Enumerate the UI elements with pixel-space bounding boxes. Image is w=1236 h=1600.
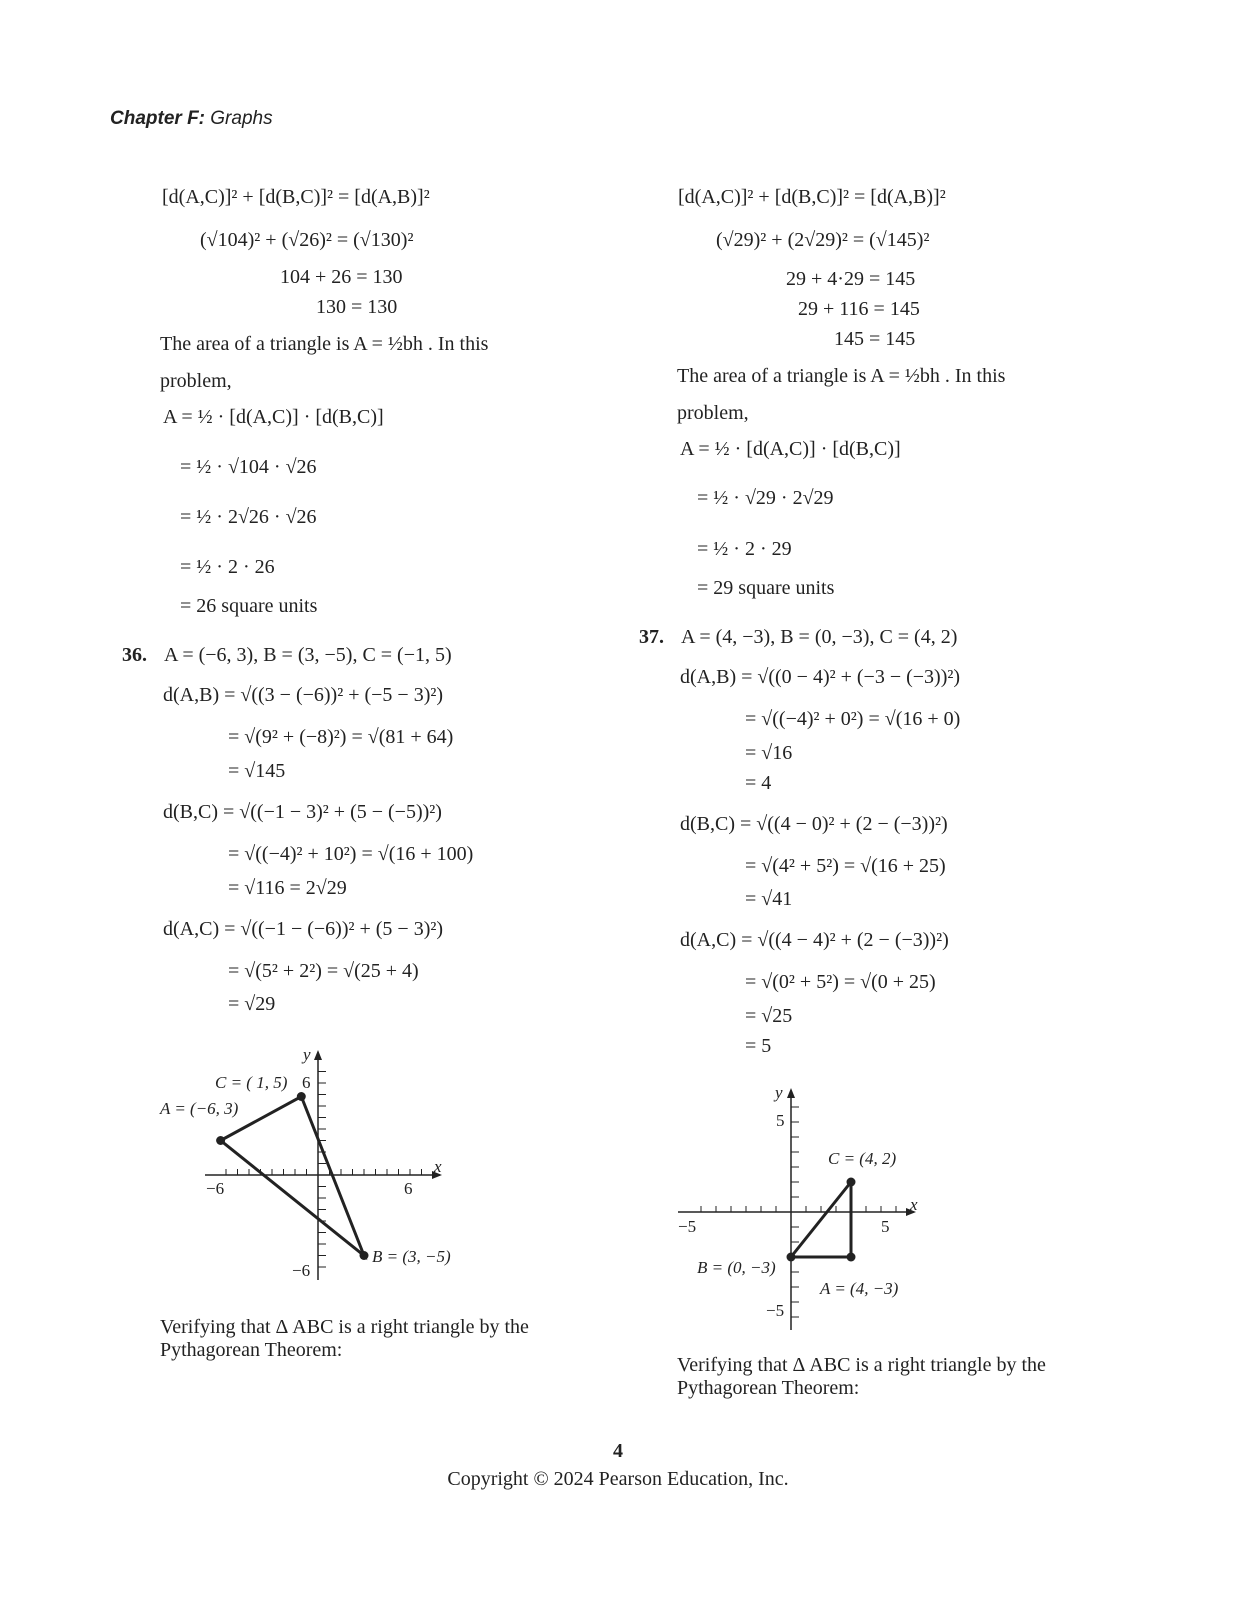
- y-arrow-icon: [314, 1050, 322, 1060]
- p36-dBC-2: = √((−4)² + 10²) = √(16 + 100): [228, 843, 474, 865]
- point-c: [847, 1178, 856, 1187]
- p37-dAC-4: = 5: [745, 1035, 772, 1057]
- problem-37-points: A = (4, −3), B = (0, −3), C = (4, 2): [681, 626, 958, 648]
- left-pyth-4: 130 = 130: [316, 296, 398, 318]
- left-area-step-5: = 26 square units: [180, 595, 318, 617]
- right-area-step-1: A = ½ · [d(A,C)] · [d(B,C)]: [680, 438, 901, 460]
- y-tick-top: 6: [302, 1073, 311, 1092]
- y-tick-bottom: −6: [292, 1261, 311, 1280]
- y-arrow-icon: [787, 1088, 795, 1098]
- right-pyth-5: 145 = 145: [834, 328, 916, 350]
- p36-dAB-1: d(A,B) = √((3 − (−6))² + (−5 − 3)²): [163, 684, 444, 706]
- right-area-intro2: problem,: [677, 402, 749, 424]
- p36-dBC-1: d(B,C) = √((−1 − 3)² + (5 − (−5))²): [163, 801, 442, 823]
- label-b: B = (3, −5): [372, 1247, 451, 1266]
- p37-dAC-3: = √25: [745, 1005, 793, 1027]
- right-pyth-4: 29 + 116 = 145: [798, 298, 920, 320]
- problem-36-points: A = (−6, 3), B = (3, −5), C = (−1, 5): [164, 644, 452, 666]
- graph-37: [670, 1080, 970, 1340]
- graph-36: [150, 1040, 470, 1290]
- p36-dAC-2: = √(5² + 2²) = √(25 + 4): [228, 960, 419, 982]
- p37-dAB-4: = 4: [745, 772, 772, 794]
- problem-36-number: 36.: [122, 644, 147, 666]
- x-label: x: [910, 1195, 918, 1214]
- point-c: [297, 1092, 306, 1101]
- p36-dAC-3: = √29: [228, 993, 276, 1015]
- point-a: [216, 1136, 225, 1145]
- left-area-step-2: = ½ · √104 · √26: [180, 456, 317, 478]
- problem-37-number: 37.: [639, 626, 664, 648]
- point-a: [847, 1253, 856, 1262]
- x-label: x: [434, 1157, 442, 1176]
- y-label: y: [303, 1045, 311, 1064]
- left-area-step-1: A = ½ · [d(A,C)] · [d(B,C)]: [163, 406, 384, 428]
- label-b: B = (0, −3): [697, 1258, 776, 1277]
- x-tick-right: 5: [881, 1217, 890, 1236]
- y-tick-top: 5: [776, 1111, 785, 1130]
- right-pyth-1: [d(A,C)]² + [d(B,C)]² = [d(A,B)]²: [678, 186, 946, 208]
- chapter-title: Graphs: [210, 108, 273, 129]
- label-c: C = ( 1, 5): [215, 1073, 288, 1092]
- p37-dAC-1: d(A,C) = √((4 − 4)² + (2 − (−3))²): [680, 929, 949, 951]
- left-verify-1: Verifying that Δ ABC is a right triangle by the: [160, 1316, 529, 1338]
- point-b: [787, 1253, 796, 1262]
- copyright: Copyright © 2024 Pearson Education, Inc.: [447, 1468, 789, 1490]
- left-area-intro2: problem,: [160, 370, 232, 392]
- y-tick-bottom: −5: [766, 1301, 785, 1320]
- left-area-step-4: = ½ · 2 · 26: [180, 556, 275, 578]
- left-pyth-1: [d(A,C)]² + [d(B,C)]² = [d(A,B)]²: [162, 186, 430, 208]
- p36-dAB-3: = √145: [228, 760, 286, 782]
- p37-dAB-3: = √16: [745, 742, 793, 764]
- y-label: y: [775, 1083, 783, 1102]
- chapter-header: [110, 108, 273, 130]
- p37-dAB-2: = √((−4)² + 0²) = √(16 + 0): [745, 708, 961, 730]
- left-area-intro: The area of a triangle is A = ½bh . In this: [160, 333, 489, 355]
- point-b: [360, 1251, 369, 1260]
- right-verify-1: Verifying that Δ ABC is a right triangle by the: [677, 1354, 1046, 1376]
- triangle-abc: [221, 1097, 364, 1256]
- left-pyth-2: (√104)² + (√26)² = (√130)²: [200, 229, 414, 251]
- p36-dAC-1: d(A,C) = √((−1 − (−6))² + (5 − 3)²): [163, 918, 444, 940]
- x-tick-left: −5: [678, 1217, 697, 1236]
- left-verify-2: Pythagorean Theorem:: [160, 1339, 343, 1361]
- p37-dAC-2: = √(0² + 5²) = √(0 + 25): [745, 971, 936, 993]
- x-tick-left: −6: [206, 1179, 225, 1198]
- right-pyth-3: 29 + 4·29 = 145: [786, 268, 916, 290]
- chapter-label: Chapter F:: [110, 108, 205, 129]
- p37-dBC-3: = √41: [745, 888, 793, 910]
- right-area-step-3: = ½ · 2 · 29: [697, 538, 792, 560]
- right-area-step-2: = ½ · √29 · 2√29: [697, 487, 834, 509]
- page-number: 4: [613, 1440, 623, 1462]
- right-area-step-4: = 29 square units: [697, 577, 835, 599]
- p37-dBC-2: = √(4² + 5²) = √(16 + 25): [745, 855, 946, 877]
- x-tick-right: 6: [404, 1179, 413, 1198]
- left-pyth-3: 104 + 26 = 130: [280, 266, 403, 288]
- label-a: A = (4, −3): [820, 1279, 899, 1298]
- right-verify-2: Pythagorean Theorem:: [677, 1377, 860, 1399]
- right-pyth-2: (√29)² + (2√29)² = (√145)²: [716, 229, 930, 251]
- left-area-step-3: = ½ · 2√26 · √26: [180, 506, 317, 528]
- right-area-intro: The area of a triangle is A = ½bh . In this: [677, 365, 1006, 387]
- label-c: C = (4, 2): [828, 1149, 897, 1168]
- p37-dBC-1: d(B,C) = √((4 − 0)² + (2 − (−3))²): [680, 813, 948, 835]
- label-a: A = (−6, 3): [160, 1099, 239, 1118]
- p36-dAB-2: = √(9² + (−8)²) = √(81 + 64): [228, 726, 454, 748]
- p37-dAB-1: d(A,B) = √((0 − 4)² + (−3 − (−3))²): [680, 666, 961, 688]
- p36-dBC-3: = √116 = 2√29: [228, 877, 347, 899]
- triangle-abc: [791, 1182, 851, 1257]
